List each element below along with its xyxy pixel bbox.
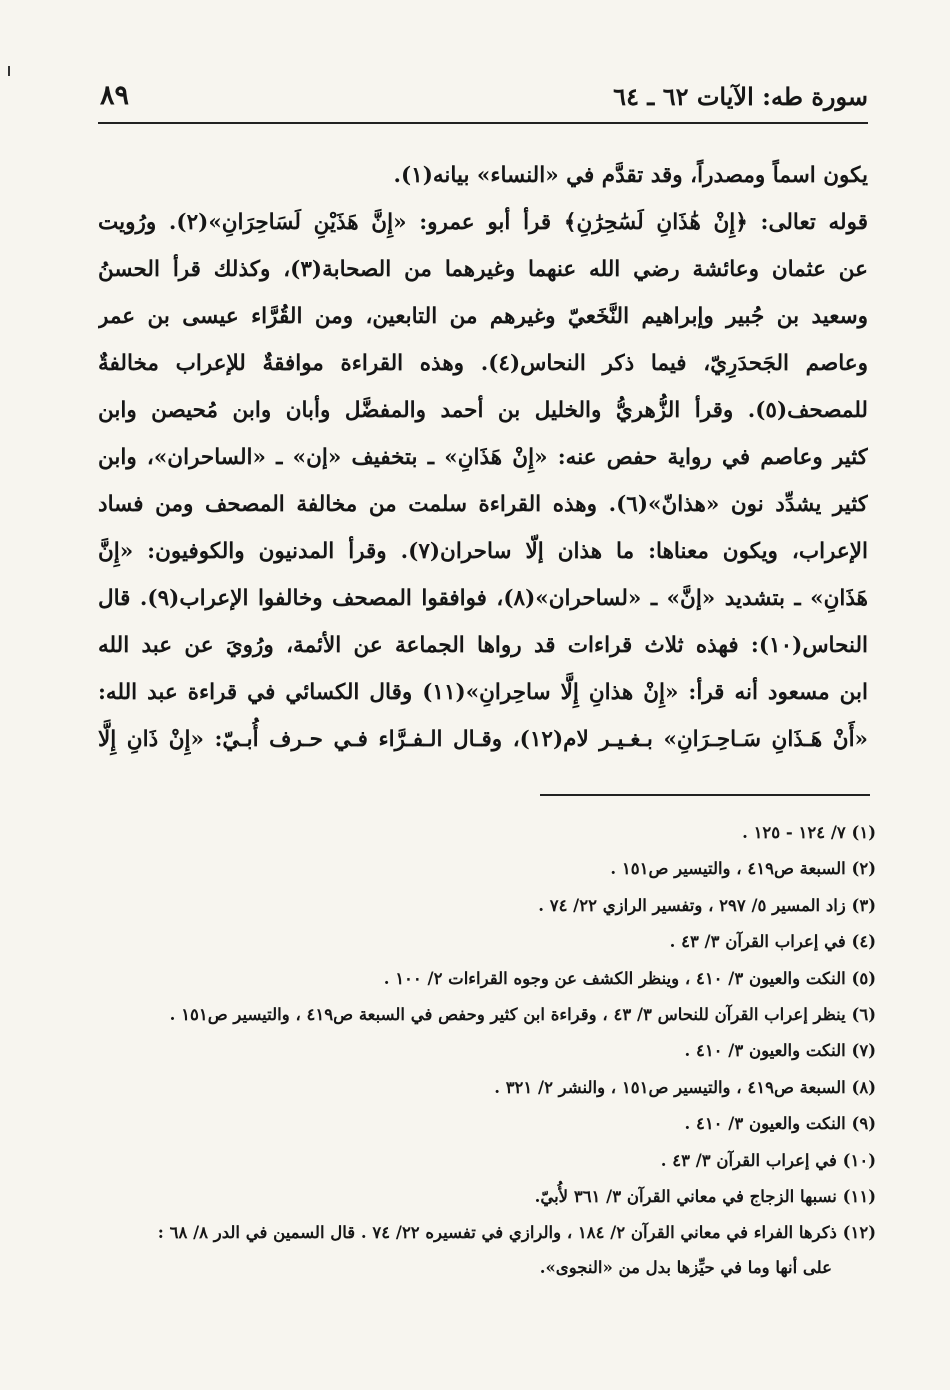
footnote: (٤) في إعراب القرآن ٣/ ٤٣ . (669, 932, 876, 952)
page-header (98, 74, 868, 124)
text-line: الإعراب، ويكون معناها: ما هذان إلّا ساحران(٧). وقرأ المدنيون والكوفيون: «إِنَّ (98, 539, 868, 564)
footnote: (١٢) ذكرها الفراء في معاني القرآن ٢/ ١٨٤ ، والرازي في تفسيره ٢٢/ ٧٤ . قال السمين في الدر ٨/ ٦٨ : (157, 1223, 876, 1243)
footnote: (٦) ينظر إعراب القرآن للنحاس ٣/ ٤٣ ، وقراءة ابن كثير وحفص في السبعة ص٤١٩ ، والتيسير ص١٥١ . (169, 1004, 876, 1024)
footnote: (١٠) في إعراب القرآن ٣/ ٤٣ . (660, 1150, 876, 1170)
text-line: «أَنْ هَـذَانِ سَـاحِـرَانِ» بـغـيـر لام(١٢)، وقـال الـفـرَّاء فـي حـرف أُبـيّ: «إِنْ ذَانِ إِلَّا (98, 727, 868, 752)
text-line: وعاصم الجَحدَرِيّ، فيما ذكر النحاس(٤). وهذه القراءة موافقةٌ للإعراب مخالفةٌ (98, 351, 868, 376)
footnote: (٢) السبعة ص٤١٩ ، والتيسير ص١٥١ . (610, 859, 876, 879)
scan-mark (8, 66, 10, 76)
text-line: يكون اسماً ومصدراً، وقد تقدَّم في «النساء» بيانه(١). (393, 163, 868, 188)
footnote: (٥) النكت والعيون ٣/ ٤١٠ ، وينظر الكشف عن وجوه القراءات ٢/ ١٠٠ . (383, 968, 876, 988)
text-line: وسعيد بن جُبير وإبراهيم النَّخَعيّ وغيرهم من التابعين، ومن القُرَّاء عيسى بن عمر (98, 304, 868, 329)
footnote: (٩) النكت والعيون ٣/ ٤١٠ . (684, 1114, 876, 1134)
page-number: ٨٩ (100, 80, 130, 111)
footnote: (٧) النكت والعيون ٣/ ٤١٠ . (684, 1041, 876, 1061)
text-line: كثير يشدِّد نون «هذانّ»(٦). وهذه القراءة سلمت من مخالفة المصحف ومن فساد (98, 492, 868, 517)
footnote: (٨) السبعة ص٤١٩ ، والتيسير ص١٥١ ، والنشر ٢/ ٣٢١ . (494, 1077, 876, 1097)
text-line: عن عثمان وعائشة رضي الله عنهما وغيرهما من الصحابة(٣)، وكذلك قرأ الحسنُ (98, 257, 868, 282)
text-line: قوله تعالى: ﴿إِنْ هَٰذَانِ لَسَٰحِرَٰنِ﴾ قرأ أبو عمرو: «إِنَّ هَذَيْنِ لَسَاحِرَانِ»(٢). ورُويت (98, 210, 868, 235)
text-line: النحاس(١٠): فهذه ثلاث قراءات قد رواها الجماعة عن الأئمة، ورُويَ عن عبد الله (98, 633, 868, 658)
footnote: (١١) نسبها الزجاج في معاني القرآن ٣/ ٣٦١ لأُبيّ. (534, 1186, 876, 1206)
text-line: هَذَانِ» ـ بتشديد «إنَّ» ـ «لساحران»(٨)، فوافقوا المصحف وخالفوا الإعراب(٩). قال (98, 586, 868, 611)
footnote-continuation: على أنها وما في حيِّزها بدل من «النجوى». (539, 1257, 832, 1277)
footnotes (104, 815, 876, 1284)
main-text (98, 152, 868, 763)
running-title: سورة طه: الآيات ٦٢ ـ ٦٤ (613, 82, 868, 111)
text-line: للمصحف(٥). وقرأ الزُّهريُّ والخليل بن أحمد والمفضَّل وأبان وابن مُحيصن وابن (98, 398, 868, 423)
text-line: ابن مسعود أنه قرأ: «إِنْ هذانِ إِلَّا ساحِرانِ»(١١) وقال الكسائي في قراءة عبد الله: (98, 680, 868, 705)
footnote: (٣) زاد المسير ٥/ ٢٩٧ ، وتفسير الرازي ٢٢/ ٧٤ . (538, 895, 876, 915)
text-line: كثير وعاصم في رواية حفص عنه: «إِنْ هَذَانِ» ـ بتخفيف «إن» ـ «الساحران»، وابن (98, 445, 868, 470)
footnote-separator (540, 794, 870, 796)
footnote: (١) ٧/ ١٢٤ - ١٢٥ . (742, 823, 876, 842)
